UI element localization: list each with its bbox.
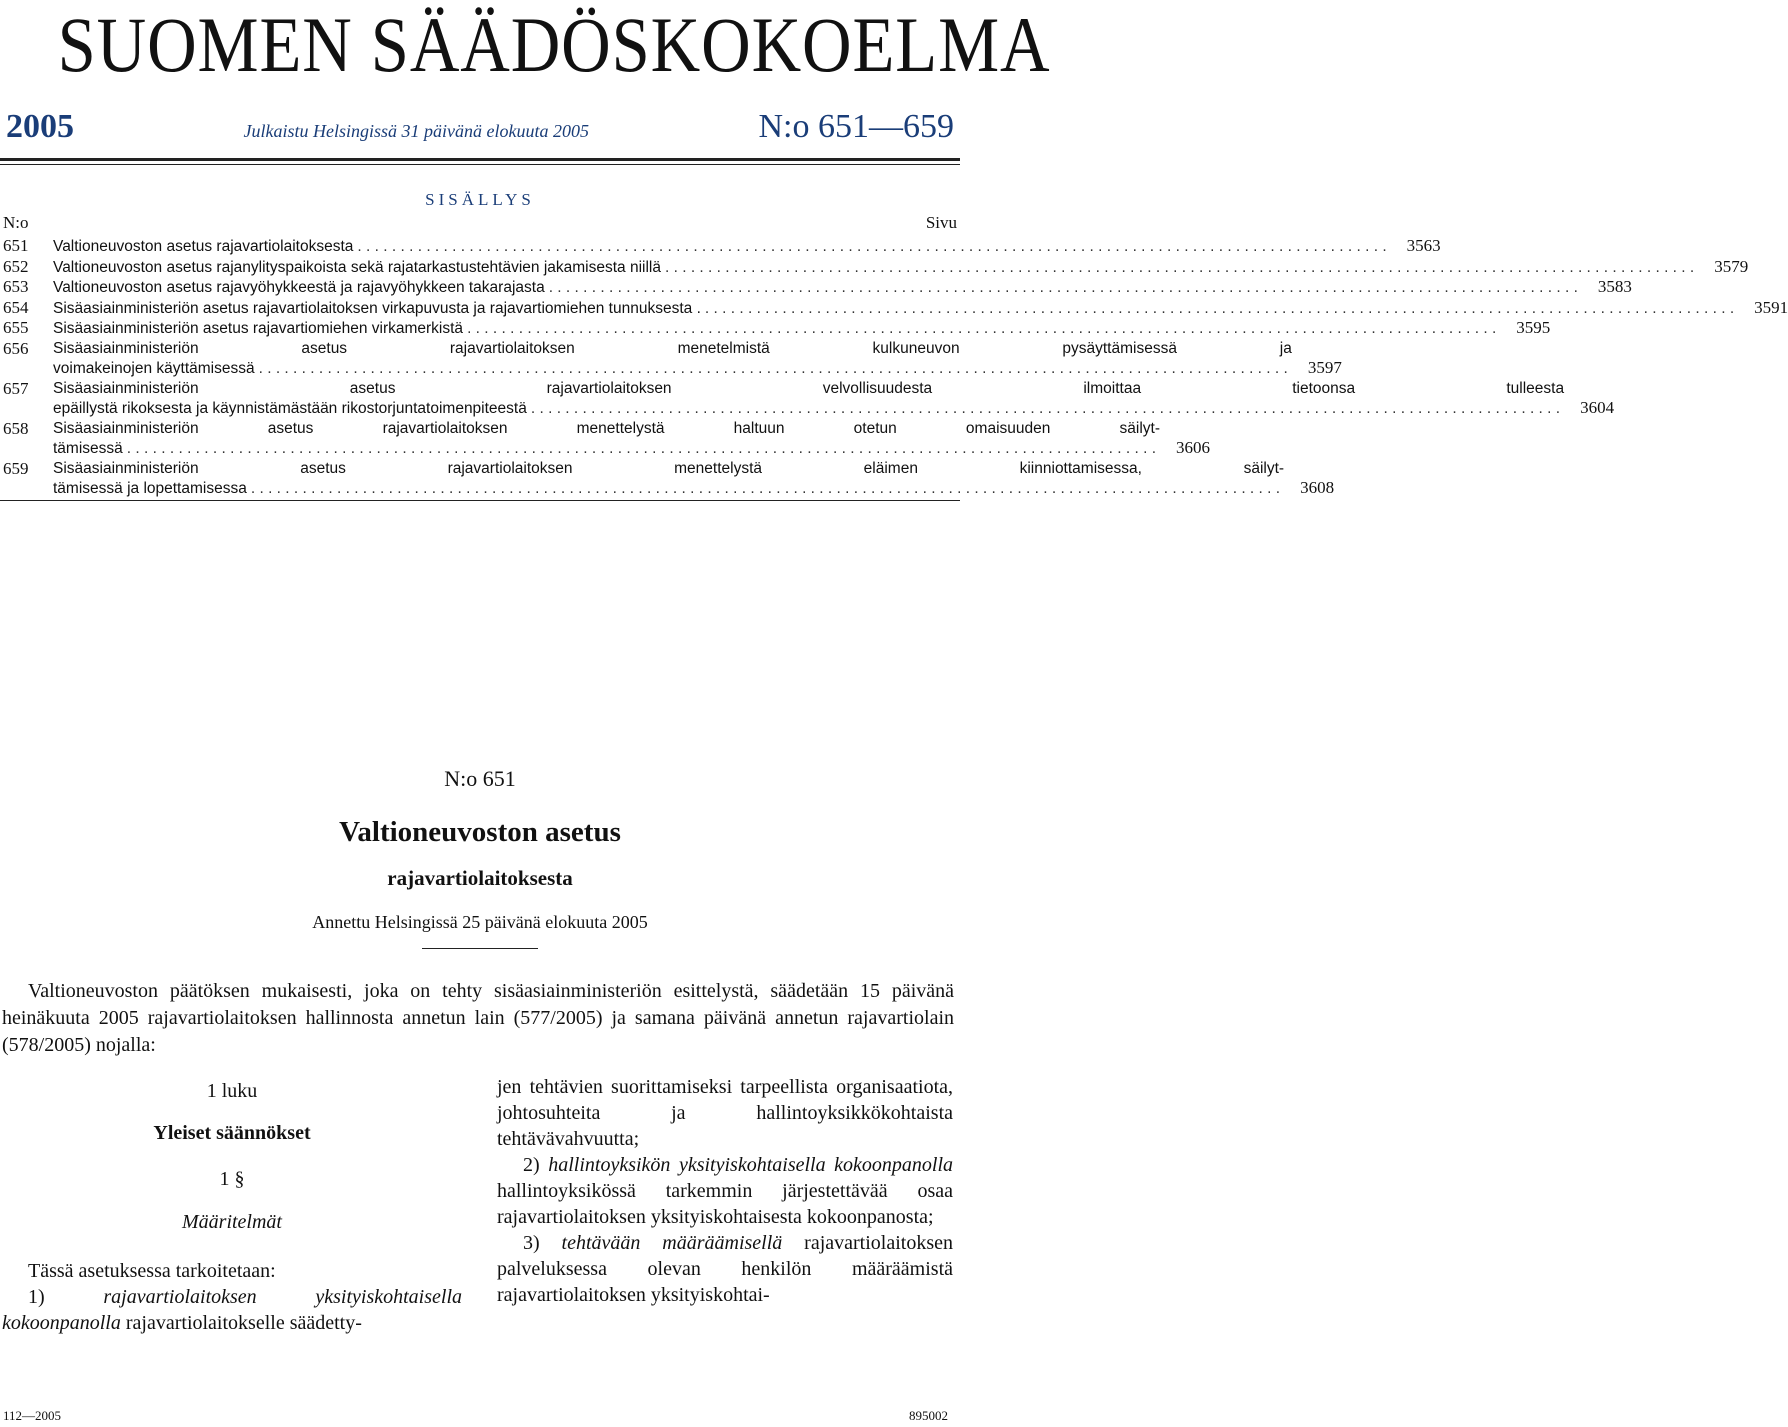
toc-entry-body xyxy=(53,257,1748,278)
toc-entry-title: Sisäasiainministeriön asetus rajavartiolaitoksen menetelmistä kulkuneuvon pysäyttämisessä ja xyxy=(53,339,1292,357)
toc-entry-line xyxy=(53,339,1342,359)
toc-page-header: Sivu xyxy=(925,213,957,232)
toc-entry-title: Valtioneuvoston asetus rajanylityspaikoista sekä rajatarkastustehtävien jakamisesta niillä xyxy=(53,258,661,276)
toc-number-header: N:o xyxy=(3,213,29,232)
toc-header xyxy=(3,213,957,235)
toc-entry xyxy=(3,297,1788,319)
toc-leader-dots: . . . . . . . . . . . . . . . . . . . . . . . . . . . . . . . . . . . . . . . . . . . . . . . . . . . . . . . . . . . . . . . . . . . . . . . . . . . . . . . . . . . . . . . . . . . . . . . . . . . . . . . . . . . . . . . . . . . . . . . . xyxy=(548,279,1578,296)
toc-entry xyxy=(3,458,1335,499)
toc-entry-body xyxy=(53,419,1210,459)
toc-entry-line xyxy=(53,298,1788,319)
toc-leader-dots: . . . . . . . . . . . . . . . . . . . . . . . . . . . . . . . . . . . . . . . . . . . . . . . . . . . . . . . . . . . . . . . . . . . . . . . . . . . . . . . . . . . . . . . . . . . . . . . . . . . . . . . . . . . . . . . . . . . . . . . . xyxy=(467,320,1497,337)
toc-entry-title: Sisäasiainministeriön asetus rajavartiomiehen virkamerkistä xyxy=(53,320,464,337)
definition-item-3 xyxy=(497,1230,953,1308)
toc-entry xyxy=(3,256,1749,278)
definition-item-1-continued: jen tehtävien suorittamiseksi tarpeellista organisaatiota, johtosuhteita ja hallintoyksikkökohtaista tehtävävahvuutta; xyxy=(497,1076,953,1150)
toc-entry-page: 3604 xyxy=(1580,398,1615,417)
toc-entry-page: 3583 xyxy=(1597,277,1632,296)
toc-entry-body xyxy=(53,298,1788,319)
toc-entry-title: epäillystä rikoksesta ja käynnistämästään rikostorjuntatoimenpiteestä xyxy=(53,400,527,417)
toc-entry-title: Sisäasiainministeriön asetus rajavartiolaitoksen virkapuvusta ja rajavartiomiehen tunnuksesta . xyxy=(53,299,701,317)
toc-entry-body xyxy=(53,459,1334,499)
item-number: 2) xyxy=(523,1154,540,1176)
toc-entry-title: Valtioneuvoston asetus rajavyöhykkeestä ja rajavyöhykkeen takarajasta xyxy=(53,279,545,296)
toc-leader-dots: . . . . . . . . . . . . . . . . . . . . . . . . . . . . . . . . . . . . . . . . . . . . . . . . . . . . . . . . . . . . . . . . . . . . . . . . . . . . . . . . . . . . . . . . . . . . . . . . . . . . . . . . . . . . . . . . . . . . . . . . xyxy=(704,299,1735,317)
section-number: 1 § xyxy=(219,1168,245,1190)
toc-entry xyxy=(3,236,1441,257)
toc-entry-line xyxy=(53,277,1632,298)
decree-given-date: Annettu Helsingissä 25 päivänä elokuuta 2005 xyxy=(312,912,648,932)
issue-numbers: N:o 651—659 xyxy=(758,108,954,145)
decree-number: N:o 651 xyxy=(444,766,516,791)
publication-date: Julkaistu Helsingissä 31 päivänä elokuuta 2005 xyxy=(243,121,589,141)
toc-entry-line xyxy=(53,358,1342,379)
right-column xyxy=(497,1074,953,1308)
item-number: 3) xyxy=(523,1232,540,1254)
toc-entry-number: 654 xyxy=(3,297,29,317)
issue-year: 2005 xyxy=(6,108,74,145)
toc-entry-line xyxy=(53,318,1550,339)
toc-entry-number: 659 xyxy=(3,458,29,478)
toc-entry-line xyxy=(53,379,1614,399)
toc-entry-number: 651 xyxy=(3,236,29,255)
toc-entry-line xyxy=(53,478,1334,499)
toc-entry-title: Valtioneuvoston asetus rajavartiolaitoksesta xyxy=(53,238,354,255)
decree-subtitle: rajavartiolaitoksesta xyxy=(387,866,573,890)
toc-entry-title: Sisäasiainministeriön asetus rajavartiolaitoksen menettelystä eläimen kiinniottamisessa, säilyt- xyxy=(53,459,1285,477)
decree-title: Valtioneuvoston asetus xyxy=(339,816,621,848)
toc-entry-number: 652 xyxy=(3,256,29,276)
toc-bottom-rule xyxy=(0,500,960,501)
toc-entry-title: tämisessä xyxy=(53,440,123,457)
toc-leader-dots: . . . . . . . . . . . . . . . . . . . . . . . . . . . . . . . . . . . . . . . . . . . . . . . . . . . . . . . . . . . . . . . . . . . . . . . . . . . . . . . . . . . . . . . . . . . . . . . . . . . . . . . . . . . . . . . . . . . . . . . . xyxy=(258,360,1288,377)
defined-term: hallintoyksikön yksityiskohtaisella kokoonpanolla xyxy=(548,1154,953,1176)
toc-entry-page: 3597 xyxy=(1307,358,1342,377)
section-heading: Määritelmät xyxy=(182,1211,282,1233)
footer-print-number: 895002 xyxy=(909,1408,948,1423)
decree-divider xyxy=(422,948,538,949)
footer-code: 112—2005 xyxy=(3,1408,62,1423)
definition-item-2 xyxy=(497,1152,953,1230)
toc-entry-page: 3563 xyxy=(1406,236,1441,255)
toc-entry-page: 3608 xyxy=(1300,478,1335,497)
definition-item-1 xyxy=(2,1284,462,1336)
toc-entry-line xyxy=(53,257,1748,278)
defined-term: tehtävään määräämisellä xyxy=(561,1232,783,1254)
chapter-number: 1 luku xyxy=(206,1080,258,1102)
toc-entry xyxy=(3,277,1632,298)
toc-entry-line xyxy=(53,419,1210,439)
toc-title: SISÄLLYS xyxy=(425,190,535,209)
toc-entry xyxy=(3,418,1211,459)
table-of-contents xyxy=(3,236,1788,499)
toc-entry-page: 3595 xyxy=(1516,318,1551,337)
defined-term: rajavartiolaitoksen yksityiskohtaisella kokoonpanolla xyxy=(2,1286,462,1334)
toc-entry-body xyxy=(53,277,1632,298)
toc-leader-dots: . . . . . . . . . . . . . . . . . . . . . . . . . . . . . . . . . . . . . . . . . . . . . . . . . . . . . . . . . . . . . . . . . . . . . . . . . . . . . . . . . . . . . . . . . . . . . . . . . . . . . . . . . . . . . . . . . . . . . . . . xyxy=(530,400,1561,417)
masthead-rule-thin xyxy=(0,164,960,165)
toc-entry-page: 3591 xyxy=(1754,297,1788,317)
item-number: 1) xyxy=(28,1286,45,1308)
toc-entry xyxy=(3,378,1615,419)
toc-entry-number: 656 xyxy=(3,338,29,358)
toc-entry-line xyxy=(53,459,1334,479)
toc-entry-number: 655 xyxy=(3,318,29,337)
toc-entry-number: 657 xyxy=(3,378,29,398)
preamble: Valtioneuvoston päätöksen mukaisesti, joka on tehty sisäasiainministeriön esittelystä, säädetään 15 päivänä heinäkuuta 2005 rajavartiolaitoksen hallinnosta annetun lain (577/2005) ja samana päivänä annetun rajavartiolain (578/2005) nojalla: xyxy=(2,980,954,1056)
toc-entry-line xyxy=(53,236,1441,257)
toc-entry-body xyxy=(53,339,1342,379)
section-intro: Tässä asetuksessa tarkoitetaan: xyxy=(28,1260,276,1282)
toc-leader-dots: . . . . . . . . . . . . . . . . . . . . . . . . . . . . . . . . . . . . . . . . . . . . . . . . . . . . . . . . . . . . . . . . . . . . . . . . . . . . . . . . . . . . . . . . . . . . . . . . . . . . . . . . . . . . . . . . . . . . . . . . xyxy=(250,480,1281,497)
toc-leader-dots: . . . . . . . . . . . . . . . . . . . . . . . . . . . . . . . . . . . . . . . . . . . . . . . . . . . . . . . . . . . . . . . . . . . . . . . . . . . . . . . . . . . . . . . . . . . . . . . . . . . . . . . . . . . . . . . . . . . . . . . . xyxy=(126,440,1157,457)
left-column xyxy=(2,1074,462,1336)
chapter-heading: Yleiset säännökset xyxy=(153,1122,311,1144)
toc-entry-number: 658 xyxy=(3,418,29,438)
toc-leader-dots: . . . . . . . . . . . . . . . . . . . . . . . . . . . . . . . . . . . . . . . . . . . . . . . . . . . . . . . . . . . . . . . . . . . . . . . . . . . . . . . . . . . . . . . . . . . . . . . . . . . . . . . . . . . . . . . . . . . . . . . . xyxy=(357,238,1387,255)
toc-entry-title: voimakeinojen käyttämisessä xyxy=(53,360,255,377)
toc-entry-line xyxy=(53,438,1210,459)
toc-entry-title: Sisäasiainministeriön asetus rajavartiolaitoksen velvollisuudesta ilmoittaa tietoonsa tulleesta xyxy=(53,379,1565,397)
toc-entry-line xyxy=(53,398,1614,419)
toc-entry-title: Sisäasiainministeriön asetus rajavartiolaitoksen menettelystä haltuun otetun omaisuuden säilyt- xyxy=(53,419,1161,437)
toc-entry-number: 653 xyxy=(3,277,29,296)
toc-entry xyxy=(3,338,1342,379)
toc-entry-page: 3579 xyxy=(1714,256,1749,276)
toc-entry-title: tämisessä ja lopettamisessa xyxy=(53,480,247,497)
toc-entry-body xyxy=(53,236,1441,257)
definition-text: rajavartiolaitoksen palveluksessa olevan henkilön määräämistä rajavartiolaitoksen yksityiskohtai- xyxy=(497,1232,953,1306)
publication-title: SUOMEN SÄÄDÖSKOKOELMA xyxy=(57,1,1051,88)
definition-text: hallintoyksikössä tarkemmin järjestettävää osaa rajavartiolaitoksen yksityiskohtaisesta kokoonpanosta; xyxy=(497,1180,953,1228)
masthead-rule-thick xyxy=(0,158,960,161)
toc-entry-body xyxy=(53,318,1550,339)
toc-entry-page: 3606 xyxy=(1176,438,1211,457)
toc-entry xyxy=(3,318,1551,339)
issue-line xyxy=(6,108,954,148)
definition-text: rajavartiolaitokselle säädetty- xyxy=(125,1312,362,1334)
toc-leader-dots: . . . . . . . . . . . . . . . . . . . . . . . . . . . . . . . . . . . . . . . . . . . . . . . . . . . . . . . . . . . . . . . . . . . . . . . . . . . . . . . . . . . . . . . . . . . . . . . . . . . . . . . . . . . . . . . . . . . . . . . . xyxy=(664,258,1695,276)
toc-entry-body xyxy=(53,379,1614,419)
